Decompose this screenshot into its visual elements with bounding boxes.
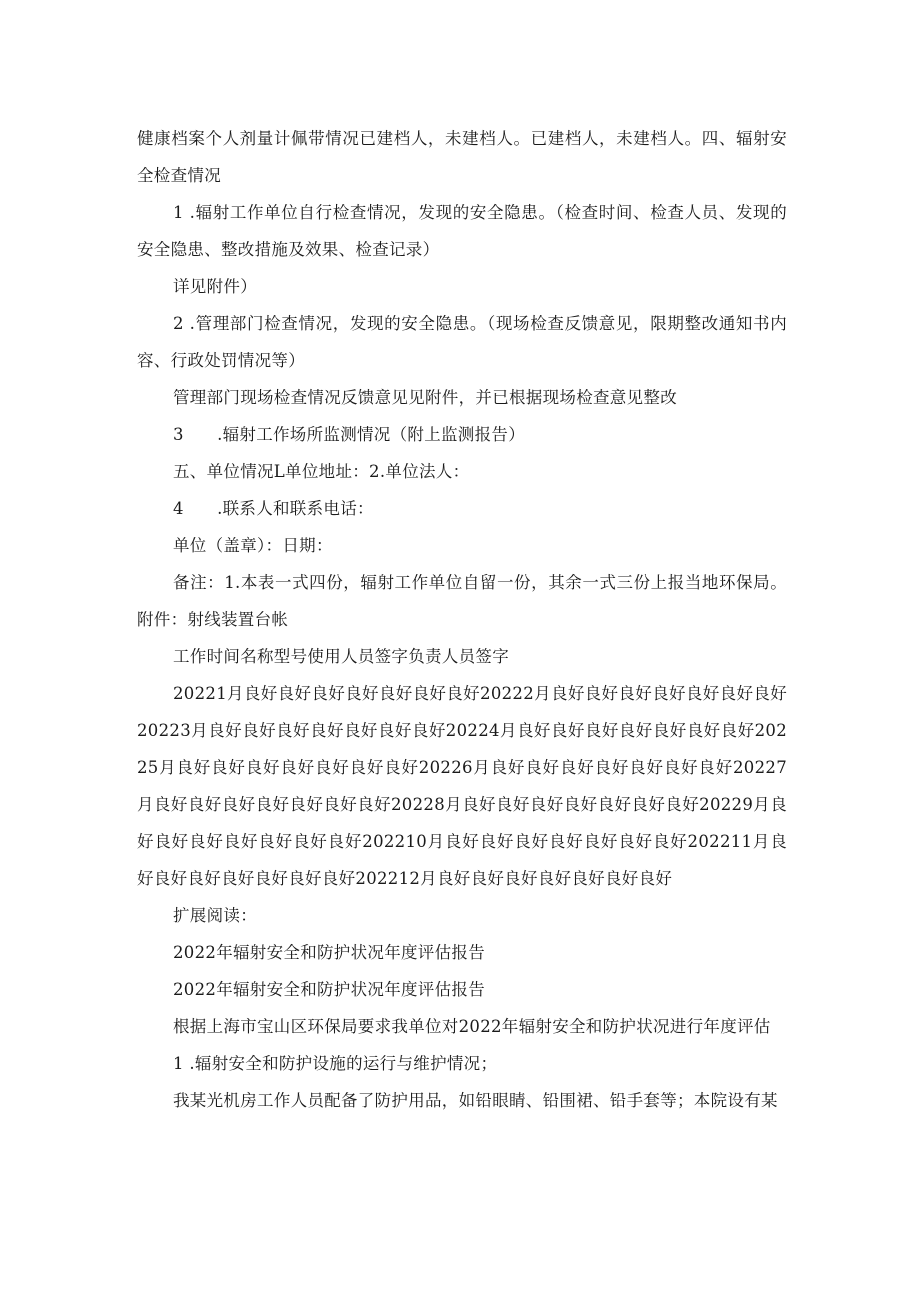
document-body [137,120,787,1119]
paragraph-extended-reading: 扩展阅读： [173,906,257,925]
paragraph-monthly-records: 20221月良好良好良好良好良好良好良好20222月良好良好良好良好良好良好良好20223月良好良好良好良好良好良好良好20224月良好良好良好良好良好良好良好20225月良好良好良好良好良好良好良好20226月良好良好良好良好良好良好良好20227月良好良好良好良好良好良好良好20228月良好良好良好良好良好良好良好20229月良好良好良好良好良好良好良好202210月良好良好良好良好良好良好良好202211月良好良好良好良好良好良好良好202212月良好良好良好良好良好良好良好 [137,684,787,888]
paragraph-report-title-1: 2022年辐射安全和防护状况年度评估报告 [173,943,485,962]
paragraph-facility-operation: 1 .辐射安全和防护设施的运行与维护情况； [173,1054,498,1073]
paragraph-protective-equipment: 我某光机房工作人员配备了防护用品，如铅眼睛、铅围裙、铅手套等；本院设有某 [173,1091,778,1110]
paragraph-report-title-2: 2022年辐射安全和防护状况年度评估报告 [173,980,485,999]
paragraph-remarks: 备注：1.本表一式四份，辐射工作单位自留一份，其余一式三份上报当地环保局。附件：射线装置台帐 [137,573,787,629]
paragraph-contact: 4 .联系人和联系电话： [173,499,374,518]
paragraph-seal-date: 单位（盖章）：日期： [173,536,333,555]
paragraph-unit-info: 五、单位情况L单位地址：2.单位法人： [173,462,470,481]
paragraph-see-attachment: 详见附件） [173,277,257,296]
paragraph-monitoring: 3 .辐射工作场所监测情况（附上监测报告） [173,425,526,444]
paragraph-evaluation-intro: 根据上海市宝山区环保局要求我单位对2022年辐射安全和防护状况进行年度评估 [173,1017,771,1036]
paragraph-feedback: 管理部门现场检查情况反馈意见见附件，并已根据现场检查意见整改 [173,388,677,407]
paragraph-self-inspection: 1 .辐射工作单位自行检查情况，发现的安全隐患。（检查时间、检查人员、发现的安全隐患、整改措施及效果、检查记录） [137,203,787,259]
paragraph-department-inspection: 2 .管理部门检查情况，发现的安全隐患。（现场检查反馈意见，限期整改通知书内容、行政处罚情况等） [137,314,787,370]
paragraph-table-header: 工作时间名称型号使用人员签字负责人员签字 [173,647,509,666]
paragraph-health-records: 健康档案个人剂量计佩带情况已建档人，未建档人。已建档人，未建档人。四、辐射安全检查情况 [137,129,787,185]
